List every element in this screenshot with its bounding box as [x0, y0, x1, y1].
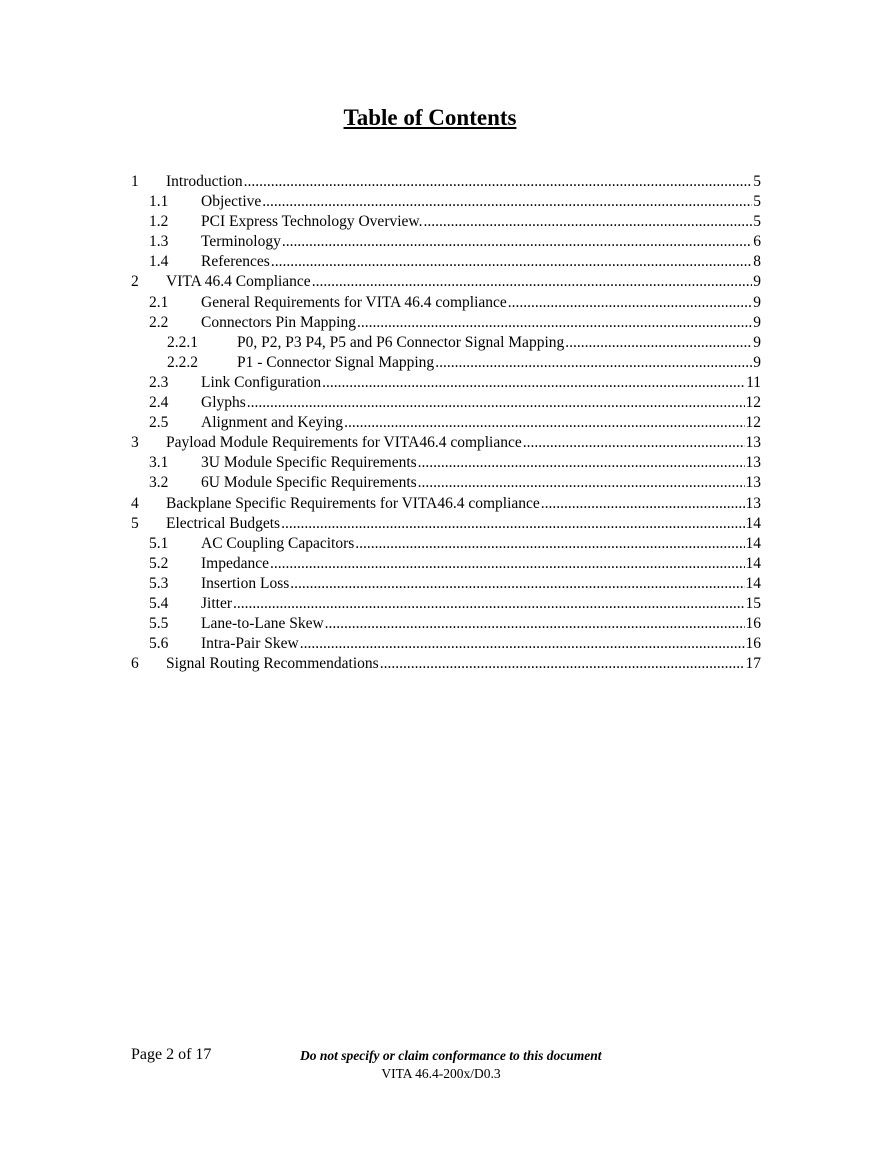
toc-entry[interactable]: [131, 333, 761, 353]
toc-dot-leader: [325, 614, 745, 634]
toc-entry-page[interactable]: 16: [745, 635, 761, 653]
footer-document-id: VITA 46.4-200x/D0.3: [381, 1066, 501, 1081]
toc-dot-leader: [312, 272, 753, 292]
toc-entry-page[interactable]: 8: [753, 253, 761, 271]
toc-dot-leader: [355, 534, 744, 554]
toc-entry-number: 1: [131, 173, 139, 190]
toc-dot-leader: [523, 433, 745, 453]
toc-entry-label[interactable]: Connectors Pin Mapping: [201, 313, 356, 331]
toc-entry-number: 2.3: [149, 373, 169, 391]
toc-entry-number: 1.4: [149, 253, 169, 271]
toc-entry-label[interactable]: VITA 46.4 Compliance: [166, 273, 311, 291]
toc-entry-page[interactable]: 13: [745, 494, 761, 512]
toc-entry-page[interactable]: 9: [753, 353, 761, 371]
toc-entry-number: 3.1: [149, 454, 169, 472]
toc-entry-label[interactable]: Alignment and Keying: [201, 414, 344, 432]
toc-entry-page[interactable]: 13: [745, 434, 761, 452]
toc-entry-page[interactable]: 14: [745, 534, 761, 552]
toc-entry-number: 2: [131, 273, 139, 291]
toc-entry-page[interactable]: 5: [753, 213, 761, 231]
toc-dot-leader: [300, 634, 745, 654]
toc-dot-leader: [262, 192, 752, 212]
toc-entry-number: 2.2.2: [167, 353, 198, 371]
toc-dot-leader: [247, 393, 745, 413]
toc-entry-number: 6: [131, 655, 139, 673]
toc-entry-number: 4: [131, 494, 139, 512]
toc-entry-label[interactable]: Electrical Budgets: [166, 514, 281, 532]
toc-entry-number: 5.1: [149, 534, 169, 552]
toc-dot-leader: [380, 654, 745, 674]
toc-entry-page[interactable]: 13: [745, 454, 761, 472]
toc-entry-page[interactable]: 9: [753, 333, 761, 351]
footer-notice: Do not specify or claim conformance to this document: [300, 1048, 602, 1063]
toc-entry[interactable]: [131, 494, 761, 514]
toc-entry-number: 2.1: [149, 293, 169, 311]
toc-entry-label[interactable]: AC Coupling Capacitors: [201, 534, 355, 552]
toc-entry[interactable]: [131, 554, 761, 574]
toc-entry[interactable]: [131, 654, 761, 674]
toc-entry-page[interactable]: 11: [746, 373, 761, 391]
toc-entry-number: 1.3: [149, 233, 169, 251]
toc-entry-number: 1.1: [149, 193, 169, 211]
toc-entry-page[interactable]: 17: [745, 655, 761, 673]
toc-entry-label[interactable]: Terminology: [201, 233, 281, 251]
toc-dot-leader: [357, 313, 752, 333]
toc-entry-label[interactable]: P0, P2, P3 P4, P5 and P6 Connector Signal Mapping: [237, 333, 565, 351]
toc-entry[interactable]: [131, 413, 761, 433]
toc-entry[interactable]: [131, 534, 761, 554]
toc-entry[interactable]: [131, 212, 761, 232]
toc-dot-leader: [270, 554, 745, 574]
toc-entry-label[interactable]: Payload Module Requirements for VITA46.4 compliance: [166, 434, 522, 452]
toc-entry-label[interactable]: Objective: [201, 193, 262, 211]
toc-entry-number: 5.6: [149, 635, 169, 653]
toc-dot-leader: [271, 252, 752, 272]
toc-entry-page[interactable]: 14: [745, 574, 761, 592]
toc-entry[interactable]: [131, 634, 761, 654]
toc-entry-page[interactable]: 14: [745, 514, 761, 532]
toc-entry-number: 2.4: [149, 394, 169, 412]
toc-entry[interactable]: [131, 353, 761, 373]
toc-entry-number: 5.4: [149, 594, 169, 612]
toc-entry-label[interactable]: Lane-to-Lane Skew: [201, 615, 324, 633]
toc-entry-label[interactable]: Insertion Loss: [201, 574, 290, 592]
toc-dot-leader: [290, 574, 744, 594]
toc-entry-label[interactable]: Glyphs: [201, 394, 246, 412]
toc-entry[interactable]: [131, 574, 761, 594]
toc-dot-leader: [508, 293, 752, 313]
toc-dot-leader: [565, 333, 752, 353]
toc-dot-leader: [322, 373, 745, 393]
toc-entry-number: 2.2.1: [167, 333, 198, 351]
toc-entry[interactable]: [131, 393, 761, 413]
toc-entry-page[interactable]: 12: [745, 414, 761, 432]
toc-entry-label[interactable]: Introduction: [166, 173, 243, 190]
toc-entry[interactable]: [131, 293, 761, 313]
toc-dot-leader: [418, 473, 745, 493]
toc-entry-label[interactable]: Impedance: [201, 554, 269, 572]
toc-entry-label[interactable]: PCI Express Technology Overview.: [201, 213, 423, 231]
toc-entry-number: 5.2: [149, 554, 169, 572]
toc-entry[interactable]: [131, 272, 761, 292]
toc-entry-number: 1.2: [149, 213, 169, 231]
toc-entry-label[interactable]: Intra-Pair Skew: [201, 635, 299, 653]
toc-dot-leader: [435, 353, 752, 373]
toc-entry-number: 5.5: [149, 615, 169, 633]
toc-entry-page[interactable]: 5: [753, 193, 761, 211]
toc-entry-page[interactable]: 9: [753, 273, 761, 291]
toc-entry-page[interactable]: 12: [745, 394, 761, 412]
toc-dot-leader: [344, 413, 744, 433]
toc-entry[interactable]: [131, 453, 761, 473]
toc-entry[interactable]: [131, 594, 761, 614]
toc-entry-label[interactable]: References: [201, 253, 270, 271]
toc-dot-leader: [541, 494, 745, 514]
toc-entry-page[interactable]: 15: [745, 594, 761, 612]
page-title: Table of Contents: [343, 105, 517, 130]
toc-entry[interactable]: [131, 313, 761, 333]
toc-entry-number: 2.5: [149, 414, 169, 432]
toc-dot-leader: [282, 232, 752, 252]
toc-dot-leader: [281, 514, 744, 534]
toc-entry-label[interactable]: Backplane Specific Requirements for VITA46.4 compliance: [166, 494, 540, 512]
toc-dot-leader: [233, 594, 745, 614]
toc-entry-number: 2.2: [149, 313, 169, 331]
toc-entry[interactable]: [131, 373, 761, 393]
table-of-contents: [131, 172, 761, 674]
toc-entry-number: 5.3: [149, 574, 169, 592]
toc-entry-page[interactable]: 13: [745, 474, 761, 492]
toc-dot-leader: [423, 212, 752, 232]
toc-entry[interactable]: [131, 252, 761, 272]
toc-entry-label[interactable]: Signal Routing Recommendations: [166, 655, 379, 673]
toc-entry[interactable]: [131, 232, 761, 252]
toc-entry[interactable]: [131, 192, 761, 212]
toc-entry-page[interactable]: 6: [753, 233, 761, 251]
toc-entry[interactable]: [131, 514, 761, 534]
toc-entry-label[interactable]: General Requirements for VITA 46.4 compliance: [201, 293, 507, 311]
toc-entry-page[interactable]: 14: [745, 554, 761, 572]
toc-entry-page[interactable]: 9: [753, 293, 761, 311]
toc-entry-page[interactable]: 9: [753, 313, 761, 331]
toc-dot-leader: [244, 172, 753, 192]
toc-entry-label[interactable]: Link Configuration: [201, 373, 322, 391]
footer-page-number: Page 2 of 17: [131, 1046, 212, 1063]
toc-entry[interactable]: [131, 473, 761, 493]
toc-entry-page[interactable]: 5: [753, 173, 761, 190]
toc-entry-number: 3.2: [149, 474, 169, 492]
toc-entry-label[interactable]: Jitter: [201, 594, 232, 612]
toc-entry-label[interactable]: P1 - Connector Signal Mapping: [237, 353, 435, 371]
toc-entry[interactable]: [131, 172, 761, 192]
toc-dot-leader: [418, 453, 745, 473]
toc-entry-number: 5: [131, 514, 139, 532]
toc-entry-page[interactable]: 16: [745, 615, 761, 633]
toc-entry-label[interactable]: 6U Module Specific Requirements: [201, 474, 417, 492]
toc-entry[interactable]: [131, 433, 761, 453]
toc-entry-number: 3: [131, 434, 139, 452]
toc-entry-label[interactable]: 3U Module Specific Requirements: [201, 454, 417, 472]
toc-entry[interactable]: [131, 614, 761, 634]
